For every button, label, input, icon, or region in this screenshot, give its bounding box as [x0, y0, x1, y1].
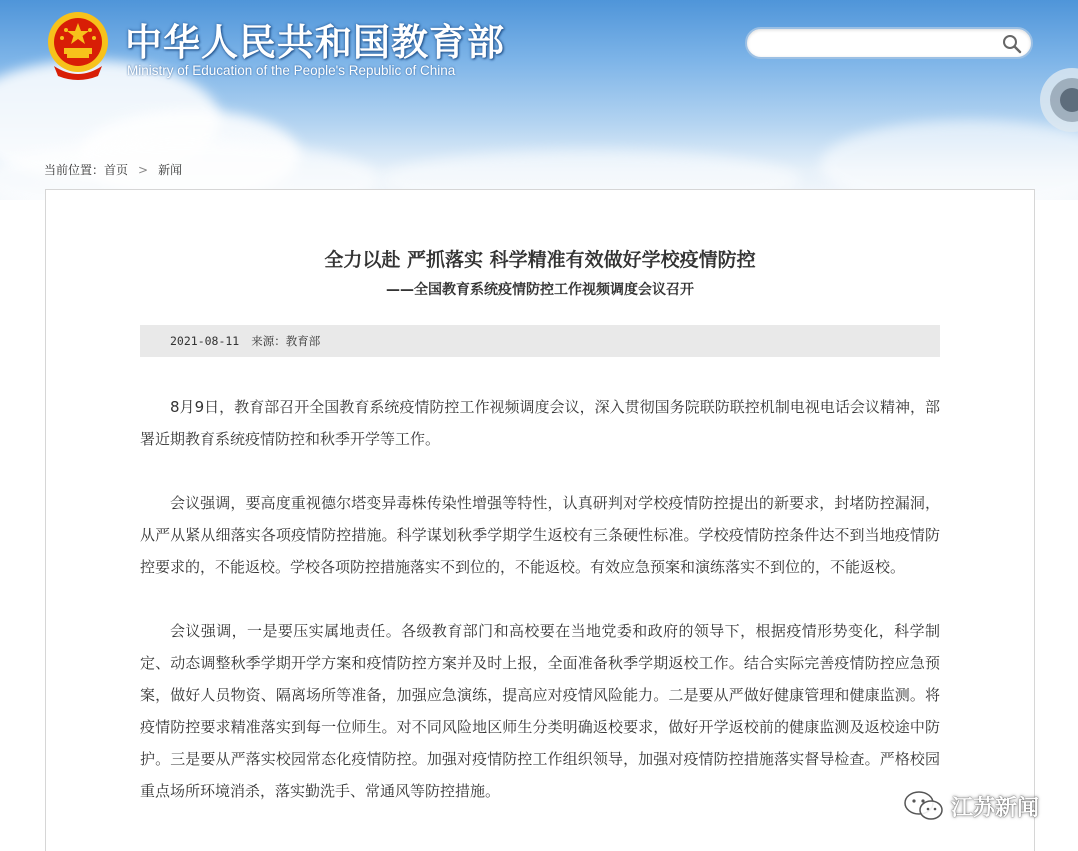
national-emblem-icon: [44, 10, 112, 82]
article-body: [140, 391, 940, 839]
breadcrumb: [44, 161, 182, 178]
dandelion-decoration: [1032, 55, 1078, 145]
article-paragraph: 8月9日，教育部召开全国教育系统疫情防控工作视频调度会议，深入贯彻国务院联防联控机制电视电话会议精神，部署近期教育系统疫情防控和秋季开学等工作。: [140, 398, 940, 448]
watermark-label: 江苏新闻: [951, 795, 1040, 821]
article-container: [45, 189, 1035, 851]
wechat-icon: [903, 788, 945, 824]
article-date: 2021-08-11: [170, 334, 240, 348]
site-title-chinese[interactable]: 中华人民共和国教育部: [125, 21, 505, 64]
article-paragraph: 会议强调，一是要压实属地责任。各级教育部门和高校要在当地党委和政府的领导下，根据疫情形势变化，科学制定、动态调整秋季学期开学方案和疫情防控方案并及时上报，全面准备秋季学期返校工作。结合实际完善疫情防控应急预案，做好人员物资、隔离场所等准备，加强应急演练，提高应对疫情风险能力。二是要从严做好健康管理和健康监测。将疫情防控要求精准落实到每一位师生。对不同风险地区师生分类明确返校要求，做好开学返校前的健康监测及返校途中防护。三是要从严落实校园常态化疫情防控。加强对疫情防控工作组织领导，加强对疫情防控措施落实督导检查。严格校园重点场所环境消杀，落实勤洗手、常通风等防控措施。: [140, 622, 940, 800]
site-title-english: Ministry of Education of the People's Republic of China: [127, 63, 456, 78]
breadcrumb-prefix: 当前位置：: [44, 163, 105, 177]
article-paragraph: 会议强调，要高度重视德尔塔变异毒株传染性增强等特性，认真研判对学校疫情防控提出的新要求，封堵防控漏洞，从严从紧从细落实各项疫情防控措施。科学谋划秋季学期学生返校有三条硬性标准。学校疫情防控条件达不到当地疫情防控要求的，不能返校。学校各项防控措施落实不到位的，不能返校。有效应急预案和演练落实不到位的，不能返校。: [140, 494, 940, 576]
search-input[interactable]: [759, 34, 999, 54]
search-icon[interactable]: [1001, 33, 1023, 55]
breadcrumb-news-link[interactable]: 新闻: [158, 163, 183, 177]
breadcrumb-home-link[interactable]: 首页: [104, 163, 129, 177]
source-watermark: [903, 783, 1053, 829]
article-meta-bar: [140, 325, 940, 357]
article-subtitle: ——全国教育系统疫情防控工作视频调度会议召开: [386, 282, 694, 298]
article-source: 来源：教育部: [251, 334, 321, 348]
article-title: 全力以赴 严抓落实 科学精准有效做好学校疫情防控: [324, 249, 756, 271]
breadcrumb-separator: >: [138, 163, 149, 177]
search-box: [745, 27, 1033, 59]
